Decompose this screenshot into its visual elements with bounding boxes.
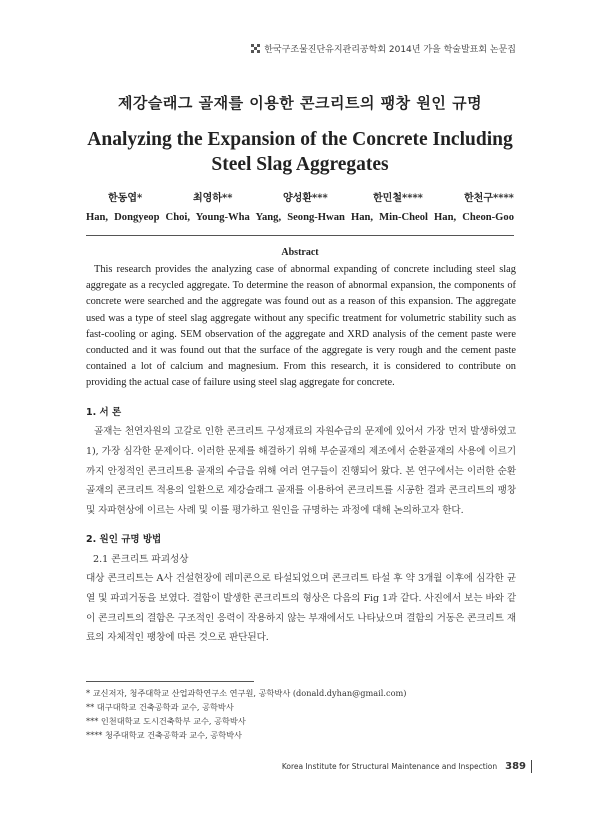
title-english-line2: Steel Slag Aggregates bbox=[211, 154, 389, 175]
subsection-2-1-heading: 2.1 콘크리트 파괴성상 bbox=[93, 554, 189, 565]
footer-bar bbox=[531, 760, 532, 773]
author-ko-4: 한민철**** bbox=[373, 193, 423, 204]
footer-org: Korea Institute for Structural Maintenance and Inspection bbox=[281, 762, 498, 771]
title-english-line1: Analyzing the Expansion of the Concrete Including bbox=[87, 129, 513, 150]
subsection-2-1-text: 대상 콘크리트는 A사 건설현장에 레미콘으로 타설되었으며 콘크리트 타설 후 약 3개월 이후에 심각한 균열 및 파괴거동을 보였다. 결함이 발생한 콘크리트의 형상은 다음의 Fig 1과 같다. 사진에서 보는 바와 같이 콘크리트의 결함은 구조적인 응력이 작용하지 않는 부재에서도 나타났으며 결함의 거동은 콘크리트 재료의 자체적인 팽창에 따른 것으로 판단된다. bbox=[86, 573, 516, 644]
abstract-text: This research provides the analyzing case of abnormal expanding of concrete including steel slag aggregate as a recycled aggregate. To determine the reason of abnormal expansion, the components of concrete were searched and the aggregate was found out as a reason of this expansion. The aggregate used was a type of steel slag aggregate without any specific treatment for volumetric stability such as fast-cooling or aging. SEM observation of the aggregate and XRD analysis of the cement paste were conducted and it was found out that the surface of the aggregate is very rough and the cement paste contained a lot of calcium and magnesium. From this research, it is considered to contribute on providing the actual case of failure using steel slag aggregate for concrete. bbox=[86, 264, 516, 389]
page-number: 389 bbox=[505, 761, 526, 772]
ornament-icon bbox=[251, 44, 260, 53]
author-ko-2: 최영하** bbox=[193, 193, 233, 204]
footnote-2: ** 대구대학교 건축공학과 교수, 공학박사 bbox=[86, 702, 234, 712]
author-ko-1: 한동엽* bbox=[108, 193, 143, 204]
header-text: 한국구조물진단유지관리공학회 2014년 가을 학술발표회 논문집 bbox=[264, 45, 516, 55]
page-footer bbox=[282, 760, 532, 773]
title-english bbox=[0, 127, 600, 177]
author-ko-5: 한천구**** bbox=[464, 193, 514, 204]
section-1-text: 골재는 천연자원의 고갈로 인한 콘크리트 구성재료의 자원수급의 문제에 있어서 가장 먼저 발생하였고1), 가장 심각한 문제이다. 이러한 문제를 해결하기 위해 부순골재의 제조에서 순환골재의 사용에 이르기까지 안정적인 콘크리트용 골재의 수급을 위해 여러 연구들이 진행되어 왔다. 본 연구에서는 이러한 순환골재의 콘크리트 적용의 일환으로 제강슬래그 골재를 이용하여 콘크리트를 시공한 결과 콘크리트의 팽창 및 자파현상에 이르는 사례 및 이를 평가하고 원인을 규명하는 과정에 대해 논의하고자 한다. bbox=[86, 426, 516, 517]
section-1-heading: 1. 서 론 bbox=[86, 407, 122, 418]
footnote-1: * 교신저자, 청주대학교 산업과학연구소 연구원, 공학박사 (donald.dyhan@gmail.com) bbox=[86, 688, 407, 698]
footnote-rule bbox=[86, 681, 254, 682]
running-header bbox=[251, 42, 516, 55]
authors-english: Han, Dongyeop Choi, Young-Wha Yang, Seong-Hwan Han, Min-Cheol Han, Cheon-Goo bbox=[86, 212, 514, 223]
section-2-heading: 2. 원인 규명 방법 bbox=[86, 534, 162, 545]
footnote-3: *** 인천대학교 도시건축학부 교수, 공학박사 bbox=[86, 716, 246, 726]
abstract-heading: Abstract bbox=[281, 247, 319, 258]
footnote-4: **** 청주대학교 건축공학과 교수, 공학박사 bbox=[86, 730, 242, 740]
title-korean: 제강슬래그 골재를 이용한 콘크리트의 팽창 원인 규명 bbox=[117, 94, 483, 112]
author-ko-3: 양성환*** bbox=[283, 193, 328, 204]
divider-rule bbox=[86, 235, 514, 236]
